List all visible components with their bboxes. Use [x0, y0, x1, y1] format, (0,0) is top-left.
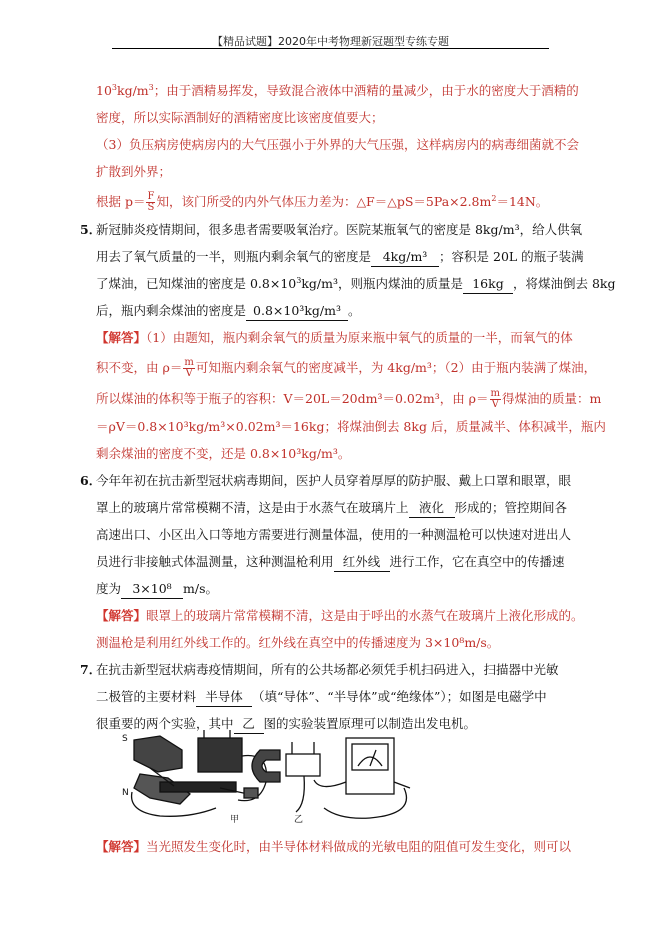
solution-label: 【解答】: [96, 330, 147, 345]
answer-continuation-line: $10^3kg/m^3$；由于酒精易挥发，导致混合液体中酒精的量减少，由于水的密度大于酒精的: [96, 82, 579, 98]
question-6: 6． 今年年初在抗击新型冠状病毒期间，医护人员穿着厚厚的防护服、戴上口罩和眼罩，眼: [80, 473, 572, 488]
experiment-figure: [120, 722, 520, 825]
solution-6: 【解答】眼罩上的玻璃片常常模糊不清，这是由于呼出的水蒸气在玻璃片上液化形成的。: [96, 608, 584, 623]
answer-continuation-line: 密度，所以实际酒制好的酒精密度比该密度值要大；: [96, 110, 384, 125]
solution-5-line: 积不变，由 ρ＝ $\frac{m}{V}$ 可知瓶内剩余氧气的密度减半，为 4kg/m³；（2）由于瓶内装满了煤油，: [96, 357, 597, 379]
header-divider: [112, 48, 549, 49]
solution-5-line: 剩余煤油的密度不变，还是 0.8×10³kg/m³。: [96, 446, 351, 461]
question-number: 6．: [80, 473, 102, 488]
question-6-line: 员进行非接触式体温测量，这种测温枪利用 红外线 进行工作，它在真空中的传播速: [96, 553, 570, 580]
question-5-line: 后，瓶内剩余煤油的密度是 0.8×10³kg/m³ 。: [96, 302, 570, 329]
figure-label-n: N: [122, 788, 129, 798]
answer-continuation-line: 扩散到外界；: [96, 164, 172, 179]
solution-label: 【解答】: [96, 839, 147, 854]
answer-blank: 4kg/m³: [371, 248, 439, 267]
question-7: 7． 在抗击新型冠状病毒疫情期间，所有的公共场都必须凭手机扫码进入，扫描器中光敏: [80, 662, 559, 677]
solution-7: 【解答】当光照发生变化时，由半导体材料做成的光敏电阻的阻值可发生变化，则可以: [96, 839, 572, 854]
solution-6-line: 测温枪是利用红外线工作的。红外线在真空中的传播速度为 3×10⁸m/s。: [96, 635, 500, 650]
experiment-diagram: [120, 722, 520, 825]
figure-label-jia: 甲: [230, 815, 240, 825]
answer-continuation-line: （3）负压病房使病房内的大气压强小于外界的大气压强，这样病房内的病毒细菌就不会: [96, 137, 579, 152]
question-number: 5．: [80, 222, 102, 237]
solution-label: 【解答】: [96, 608, 147, 623]
question-7-line: 很重要的两个实验，其中 乙 图的实验装置原理可以制造出发电机。: [96, 715, 570, 742]
question-5-line: 了煤油，已知煤油的密度是 $0.8\times 10^3kg/m^3$，则瓶内煤油的质量是 16kg ，将煤油倒去 8kg: [96, 275, 570, 302]
answer-blank: 液化: [409, 499, 455, 518]
answer-blank: 3×10⁸: [121, 580, 183, 599]
solution-5-line: ＝ρV＝0.8×10³kg/m³×0.02m³＝16kg；将煤油倒去 8kg 后，质量减半、体积减半，瓶内: [96, 419, 606, 434]
solution-5: 【解答】（1）由题知，瓶内剩余氧气的质量为原来瓶中氧气的质量的一半，而氧气的体: [96, 330, 573, 345]
solution-5-line: 所以煤油的体积等于瓶子的容积：V＝20L＝20dm³＝0.02m³，由 ρ＝ $\frac{m}{V}$ 得煤油的质量：m: [96, 388, 602, 410]
question-6-line: 高速出口、小区出入口等地方需要进行测量体温，使用的一种测温枪可以快速对进出人: [96, 527, 572, 542]
answer-blank: 乙: [234, 715, 264, 734]
document-body: [80, 82, 616, 742]
answer-blank: 16kg: [463, 275, 513, 294]
answer-blank: 半导体: [196, 688, 252, 707]
question-6-line: 罩上的玻璃片常常模糊不清，这是由于水蒸气在玻璃片上 液化 形成的；管控期间各: [96, 499, 570, 526]
question-5-line: 用去了氧气质量的一半，则瓶内剩余氧气的密度是 4kg/m³ ；容积是 20L 的瓶子装满: [96, 248, 570, 275]
figure-label-yi: 乙: [294, 815, 304, 825]
figure-label-s: S: [122, 734, 128, 744]
question-6-line: 度为 3×10⁸ m/s。: [96, 580, 570, 607]
question-number: 7．: [80, 662, 102, 677]
page-header: 【精品试题】2020年中考物理新冠题型专练专题: [212, 35, 449, 48]
answer-continuation-line: 根据 p＝ $\frac{F}{S}$ 知，该门所受的内外气体压力差为：$\triangle F=\triangle pS=5Pa\times 2.8m^2=14N$。: [96, 191, 549, 213]
question-7-line: 二极管的主要材料 半导体 （填“导体”、“半导体”或“绝缘体”）；如图是电磁学中: [96, 688, 570, 715]
answer-blank: 红外线: [334, 553, 390, 572]
question-5: 5． 新冠肺炎疫情期间，很多患者需要吸氧治疗。医院某瓶氧气的密度是 8kg/m³，给人供氧: [80, 222, 583, 237]
answer-blank: 0.8×10³kg/m³: [246, 302, 348, 321]
